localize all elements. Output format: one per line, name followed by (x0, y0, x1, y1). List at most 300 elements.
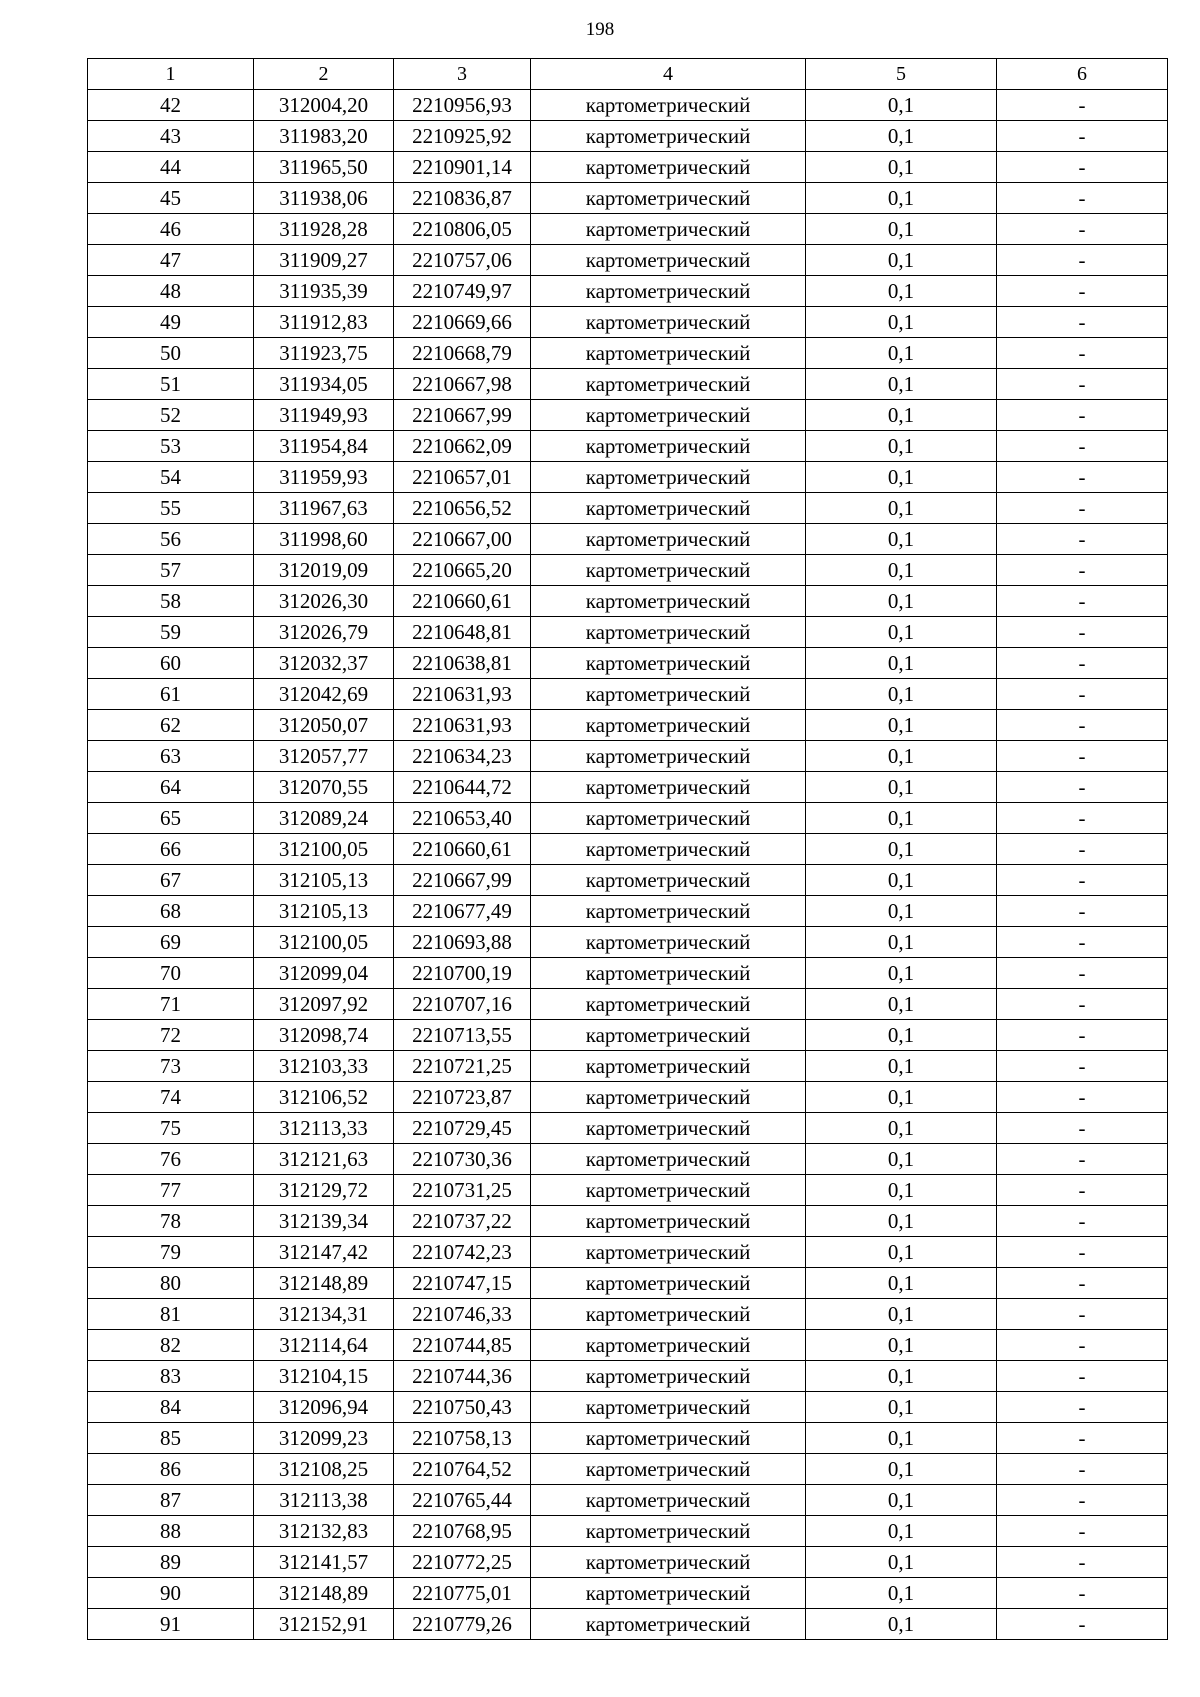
point-number-cell: 85 (88, 1423, 254, 1454)
x-coordinate-cell: 312032,37 (254, 648, 394, 679)
method-cell: картометрический (531, 1144, 806, 1175)
x-coordinate-cell: 312100,05 (254, 834, 394, 865)
x-coordinate-cell: 312100,05 (254, 927, 394, 958)
y-coordinate-cell: 2210744,85 (394, 1330, 531, 1361)
y-coordinate-cell: 2210638,81 (394, 648, 531, 679)
description-cell: - (997, 772, 1168, 803)
point-number-cell: 51 (88, 369, 254, 400)
accuracy-cell: 0,1 (806, 772, 997, 803)
y-coordinate-cell: 2210648,81 (394, 617, 531, 648)
accuracy-cell: 0,1 (806, 586, 997, 617)
description-cell: - (997, 1299, 1168, 1330)
point-number-cell: 83 (88, 1361, 254, 1392)
accuracy-cell: 0,1 (806, 524, 997, 555)
accuracy-cell: 0,1 (806, 1206, 997, 1237)
method-cell: картометрический (531, 865, 806, 896)
table-row (88, 865, 1168, 896)
description-cell: - (997, 1516, 1168, 1547)
table-row (88, 338, 1168, 369)
table-row (88, 183, 1168, 214)
x-coordinate-cell: 312026,30 (254, 586, 394, 617)
method-cell: картометрический (531, 555, 806, 586)
table-row (88, 524, 1168, 555)
x-coordinate-cell: 312042,69 (254, 679, 394, 710)
y-coordinate-cell: 2210665,20 (394, 555, 531, 586)
x-coordinate-cell: 311935,39 (254, 276, 394, 307)
method-cell: картометрический (531, 989, 806, 1020)
table-row (88, 1454, 1168, 1485)
method-cell: картометрический (531, 1485, 806, 1516)
method-cell: картометрический (531, 1609, 806, 1640)
table-row (88, 989, 1168, 1020)
x-coordinate-cell: 311983,20 (254, 121, 394, 152)
accuracy-cell: 0,1 (806, 741, 997, 772)
method-cell: картометрический (531, 369, 806, 400)
y-coordinate-cell: 2210660,61 (394, 834, 531, 865)
point-number-cell: 86 (88, 1454, 254, 1485)
description-cell: - (997, 1392, 1168, 1423)
y-coordinate-cell: 2210667,99 (394, 865, 531, 896)
table-row (88, 1082, 1168, 1113)
method-cell: картометрический (531, 431, 806, 462)
accuracy-cell: 0,1 (806, 276, 997, 307)
description-cell: - (997, 369, 1168, 400)
point-number-cell: 48 (88, 276, 254, 307)
accuracy-cell: 0,1 (806, 1361, 997, 1392)
y-coordinate-cell: 2210669,66 (394, 307, 531, 338)
accuracy-cell: 0,1 (806, 121, 997, 152)
method-cell: картометрический (531, 1361, 806, 1392)
coordinates-table (87, 58, 1168, 1640)
y-coordinate-cell: 2210631,93 (394, 710, 531, 741)
table-row (88, 1175, 1168, 1206)
description-cell: - (997, 152, 1168, 183)
accuracy-cell: 0,1 (806, 710, 997, 741)
accuracy-cell: 0,1 (806, 927, 997, 958)
method-cell: картометрический (531, 648, 806, 679)
point-number-cell: 90 (88, 1578, 254, 1609)
x-coordinate-cell: 312099,04 (254, 958, 394, 989)
point-number-cell: 62 (88, 710, 254, 741)
x-coordinate-cell: 311928,28 (254, 214, 394, 245)
point-number-cell: 82 (88, 1330, 254, 1361)
y-coordinate-cell: 2210749,97 (394, 276, 531, 307)
description-cell: - (997, 679, 1168, 710)
point-number-cell: 74 (88, 1082, 254, 1113)
description-cell: - (997, 1113, 1168, 1144)
method-cell: картометрический (531, 400, 806, 431)
point-number-cell: 61 (88, 679, 254, 710)
accuracy-cell: 0,1 (806, 1082, 997, 1113)
accuracy-cell: 0,1 (806, 245, 997, 276)
description-cell: - (997, 183, 1168, 214)
point-number-cell: 88 (88, 1516, 254, 1547)
point-number-cell: 60 (88, 648, 254, 679)
method-cell: картометрический (531, 803, 806, 834)
y-coordinate-cell: 2210644,72 (394, 772, 531, 803)
description-cell: - (997, 1454, 1168, 1485)
y-coordinate-cell: 2210772,25 (394, 1547, 531, 1578)
point-number-cell: 44 (88, 152, 254, 183)
method-cell: картометрический (531, 152, 806, 183)
x-coordinate-cell: 312057,77 (254, 741, 394, 772)
table-row (88, 1392, 1168, 1423)
page-number: 198 (585, 19, 615, 40)
description-cell: - (997, 307, 1168, 338)
point-number-cell: 54 (88, 462, 254, 493)
x-coordinate-cell: 312113,38 (254, 1485, 394, 1516)
x-coordinate-cell: 312113,33 (254, 1113, 394, 1144)
accuracy-cell: 0,1 (806, 1609, 997, 1640)
table-row (88, 1330, 1168, 1361)
column-header-5: 5 (806, 59, 997, 90)
y-coordinate-cell: 2210742,23 (394, 1237, 531, 1268)
point-number-cell: 56 (88, 524, 254, 555)
point-number-cell: 59 (88, 617, 254, 648)
table-row (88, 772, 1168, 803)
x-coordinate-cell: 311959,93 (254, 462, 394, 493)
description-cell: - (997, 710, 1168, 741)
accuracy-cell: 0,1 (806, 1299, 997, 1330)
x-coordinate-cell: 311954,84 (254, 431, 394, 462)
x-coordinate-cell: 312070,55 (254, 772, 394, 803)
table-row (88, 462, 1168, 493)
table-row (88, 431, 1168, 462)
method-cell: картометрический (531, 1330, 806, 1361)
table-row (88, 493, 1168, 524)
y-coordinate-cell: 2210653,40 (394, 803, 531, 834)
method-cell: картометрический (531, 834, 806, 865)
accuracy-cell: 0,1 (806, 400, 997, 431)
table-row (88, 1361, 1168, 1392)
accuracy-cell: 0,1 (806, 493, 997, 524)
point-number-cell: 58 (88, 586, 254, 617)
y-coordinate-cell: 2210668,79 (394, 338, 531, 369)
description-cell: - (997, 803, 1168, 834)
y-coordinate-cell: 2210901,14 (394, 152, 531, 183)
accuracy-cell: 0,1 (806, 803, 997, 834)
table-row (88, 617, 1168, 648)
point-number-cell: 46 (88, 214, 254, 245)
table-row (88, 1206, 1168, 1237)
method-cell: картометрический (531, 772, 806, 803)
table-row (88, 1485, 1168, 1516)
point-number-cell: 63 (88, 741, 254, 772)
method-cell: картометрический (531, 1113, 806, 1144)
x-coordinate-cell: 312152,91 (254, 1609, 394, 1640)
description-cell: - (997, 1609, 1168, 1640)
x-coordinate-cell: 311923,75 (254, 338, 394, 369)
method-cell: картометрический (531, 617, 806, 648)
x-coordinate-cell: 312004,20 (254, 90, 394, 121)
y-coordinate-cell: 2210667,00 (394, 524, 531, 555)
accuracy-cell: 0,1 (806, 648, 997, 679)
point-number-cell: 89 (88, 1547, 254, 1578)
accuracy-cell: 0,1 (806, 1578, 997, 1609)
y-coordinate-cell: 2210662,09 (394, 431, 531, 462)
method-cell: картометрический (531, 1237, 806, 1268)
x-coordinate-cell: 312108,25 (254, 1454, 394, 1485)
column-header-4: 4 (531, 59, 806, 90)
accuracy-cell: 0,1 (806, 152, 997, 183)
y-coordinate-cell: 2210737,22 (394, 1206, 531, 1237)
method-cell: картометрический (531, 462, 806, 493)
description-cell: - (997, 1361, 1168, 1392)
method-cell: картометрический (531, 1299, 806, 1330)
table-row (88, 1609, 1168, 1640)
table-row (88, 214, 1168, 245)
table-row (88, 896, 1168, 927)
accuracy-cell: 0,1 (806, 679, 997, 710)
accuracy-cell: 0,1 (806, 555, 997, 586)
accuracy-cell: 0,1 (806, 90, 997, 121)
accuracy-cell: 0,1 (806, 431, 997, 462)
description-cell: - (997, 121, 1168, 152)
description-cell: - (997, 1423, 1168, 1454)
x-coordinate-cell: 312103,33 (254, 1051, 394, 1082)
table-row (88, 803, 1168, 834)
description-cell: - (997, 1206, 1168, 1237)
x-coordinate-cell: 311965,50 (254, 152, 394, 183)
method-cell: картометрический (531, 524, 806, 555)
point-number-cell: 53 (88, 431, 254, 462)
table-row (88, 710, 1168, 741)
column-header-1: 1 (88, 59, 254, 90)
x-coordinate-cell: 312141,57 (254, 1547, 394, 1578)
description-cell: - (997, 1268, 1168, 1299)
accuracy-cell: 0,1 (806, 1113, 997, 1144)
description-cell: - (997, 927, 1168, 958)
method-cell: картометрический (531, 276, 806, 307)
table-row (88, 245, 1168, 276)
method-cell: картометрический (531, 896, 806, 927)
description-cell: - (997, 1578, 1168, 1609)
method-cell: картометрический (531, 1175, 806, 1206)
point-number-cell: 72 (88, 1020, 254, 1051)
x-coordinate-cell: 312147,42 (254, 1237, 394, 1268)
accuracy-cell: 0,1 (806, 989, 997, 1020)
description-cell: - (997, 1175, 1168, 1206)
y-coordinate-cell: 2210667,99 (394, 400, 531, 431)
y-coordinate-cell: 2210956,93 (394, 90, 531, 121)
y-coordinate-cell: 2210721,25 (394, 1051, 531, 1082)
point-number-cell: 70 (88, 958, 254, 989)
method-cell: картометрический (531, 741, 806, 772)
method-cell: картометрический (531, 1547, 806, 1578)
y-coordinate-cell: 2210707,16 (394, 989, 531, 1020)
description-cell: - (997, 958, 1168, 989)
point-number-cell: 71 (88, 989, 254, 1020)
x-coordinate-cell: 312148,89 (254, 1578, 394, 1609)
table-row (88, 400, 1168, 431)
description-cell: - (997, 1237, 1168, 1268)
x-coordinate-cell: 312134,31 (254, 1299, 394, 1330)
method-cell: картометрический (531, 1454, 806, 1485)
x-coordinate-cell: 312098,74 (254, 1020, 394, 1051)
x-coordinate-cell: 311998,60 (254, 524, 394, 555)
x-coordinate-cell: 312089,24 (254, 803, 394, 834)
accuracy-cell: 0,1 (806, 1051, 997, 1082)
point-number-cell: 65 (88, 803, 254, 834)
description-cell: - (997, 1144, 1168, 1175)
y-coordinate-cell: 2210693,88 (394, 927, 531, 958)
method-cell: картометрический (531, 90, 806, 121)
method-cell: картометрический (531, 586, 806, 617)
description-cell: - (997, 214, 1168, 245)
point-number-cell: 87 (88, 1485, 254, 1516)
method-cell: картометрический (531, 1206, 806, 1237)
method-cell: картометрический (531, 1051, 806, 1082)
description-cell: - (997, 90, 1168, 121)
table-row (88, 1578, 1168, 1609)
method-cell: картометрический (531, 927, 806, 958)
table-body (88, 90, 1168, 1640)
accuracy-cell: 0,1 (806, 1516, 997, 1547)
x-coordinate-cell: 312105,13 (254, 896, 394, 927)
description-cell: - (997, 493, 1168, 524)
y-coordinate-cell: 2210764,52 (394, 1454, 531, 1485)
method-cell: картометрический (531, 245, 806, 276)
y-coordinate-cell: 2210731,25 (394, 1175, 531, 1206)
point-number-cell: 75 (88, 1113, 254, 1144)
y-coordinate-cell: 2210746,33 (394, 1299, 531, 1330)
x-coordinate-cell: 312096,94 (254, 1392, 394, 1423)
method-cell: картометрический (531, 338, 806, 369)
point-number-cell: 52 (88, 400, 254, 431)
table-row (88, 121, 1168, 152)
y-coordinate-cell: 2210744,36 (394, 1361, 531, 1392)
x-coordinate-cell: 311934,05 (254, 369, 394, 400)
accuracy-cell: 0,1 (806, 462, 997, 493)
description-cell: - (997, 989, 1168, 1020)
x-coordinate-cell: 312139,34 (254, 1206, 394, 1237)
description-cell: - (997, 1051, 1168, 1082)
description-cell: - (997, 462, 1168, 493)
table-row (88, 679, 1168, 710)
table-row (88, 1051, 1168, 1082)
y-coordinate-cell: 2210730,36 (394, 1144, 531, 1175)
y-coordinate-cell: 2210758,13 (394, 1423, 531, 1454)
accuracy-cell: 0,1 (806, 1423, 997, 1454)
table-row (88, 1516, 1168, 1547)
description-cell: - (997, 1330, 1168, 1361)
table-row (88, 1423, 1168, 1454)
description-cell: - (997, 648, 1168, 679)
table-header-row (88, 59, 1168, 90)
accuracy-cell: 0,1 (806, 617, 997, 648)
column-header-6: 6 (997, 59, 1168, 90)
description-cell: - (997, 586, 1168, 617)
x-coordinate-cell: 312105,13 (254, 865, 394, 896)
x-coordinate-cell: 312148,89 (254, 1268, 394, 1299)
y-coordinate-cell: 2210631,93 (394, 679, 531, 710)
accuracy-cell: 0,1 (806, 834, 997, 865)
y-coordinate-cell: 2210757,06 (394, 245, 531, 276)
description-cell: - (997, 555, 1168, 586)
x-coordinate-cell: 311967,63 (254, 493, 394, 524)
description-cell: - (997, 865, 1168, 896)
method-cell: картометрический (531, 1392, 806, 1423)
table-row (88, 276, 1168, 307)
description-cell: - (997, 896, 1168, 927)
point-number-cell: 50 (88, 338, 254, 369)
x-coordinate-cell: 312104,15 (254, 1361, 394, 1392)
table-row (88, 1144, 1168, 1175)
point-number-cell: 69 (88, 927, 254, 958)
accuracy-cell: 0,1 (806, 307, 997, 338)
x-coordinate-cell: 312129,72 (254, 1175, 394, 1206)
table-row (88, 152, 1168, 183)
y-coordinate-cell: 2210634,23 (394, 741, 531, 772)
accuracy-cell: 0,1 (806, 958, 997, 989)
x-coordinate-cell: 311909,27 (254, 245, 394, 276)
accuracy-cell: 0,1 (806, 214, 997, 245)
point-number-cell: 79 (88, 1237, 254, 1268)
x-coordinate-cell: 311938,06 (254, 183, 394, 214)
x-coordinate-cell: 312132,83 (254, 1516, 394, 1547)
x-coordinate-cell: 312099,23 (254, 1423, 394, 1454)
description-cell: - (997, 400, 1168, 431)
table-row (88, 648, 1168, 679)
method-cell: картометрический (531, 679, 806, 710)
accuracy-cell: 0,1 (806, 1454, 997, 1485)
point-number-cell: 47 (88, 245, 254, 276)
table-row (88, 958, 1168, 989)
method-cell: картометрический (531, 710, 806, 741)
description-cell: - (997, 245, 1168, 276)
x-coordinate-cell: 312106,52 (254, 1082, 394, 1113)
accuracy-cell: 0,1 (806, 1144, 997, 1175)
accuracy-cell: 0,1 (806, 896, 997, 927)
method-cell: картометрический (531, 121, 806, 152)
y-coordinate-cell: 2210775,01 (394, 1578, 531, 1609)
table-row (88, 555, 1168, 586)
method-cell: картометрический (531, 1268, 806, 1299)
point-number-cell: 43 (88, 121, 254, 152)
x-coordinate-cell: 312121,63 (254, 1144, 394, 1175)
method-cell: картометрический (531, 307, 806, 338)
table-row (88, 1020, 1168, 1051)
y-coordinate-cell: 2210657,01 (394, 462, 531, 493)
table-row (88, 1237, 1168, 1268)
table-row (88, 1268, 1168, 1299)
method-cell: картометрический (531, 493, 806, 524)
table-row (88, 1113, 1168, 1144)
method-cell: картометрический (531, 1578, 806, 1609)
table-row (88, 741, 1168, 772)
point-number-cell: 42 (88, 90, 254, 121)
accuracy-cell: 0,1 (806, 369, 997, 400)
method-cell: картометрический (531, 958, 806, 989)
y-coordinate-cell: 2210656,52 (394, 493, 531, 524)
x-coordinate-cell: 312019,09 (254, 555, 394, 586)
y-coordinate-cell: 2210729,45 (394, 1113, 531, 1144)
method-cell: картометрический (531, 1423, 806, 1454)
table-row (88, 1547, 1168, 1578)
table-row (88, 586, 1168, 617)
point-number-cell: 64 (88, 772, 254, 803)
x-coordinate-cell: 312026,79 (254, 617, 394, 648)
y-coordinate-cell: 2210765,44 (394, 1485, 531, 1516)
description-cell: - (997, 1020, 1168, 1051)
point-number-cell: 76 (88, 1144, 254, 1175)
accuracy-cell: 0,1 (806, 338, 997, 369)
point-number-cell: 67 (88, 865, 254, 896)
table-row (88, 307, 1168, 338)
description-cell: - (997, 276, 1168, 307)
point-number-cell: 91 (88, 1609, 254, 1640)
description-cell: - (997, 741, 1168, 772)
